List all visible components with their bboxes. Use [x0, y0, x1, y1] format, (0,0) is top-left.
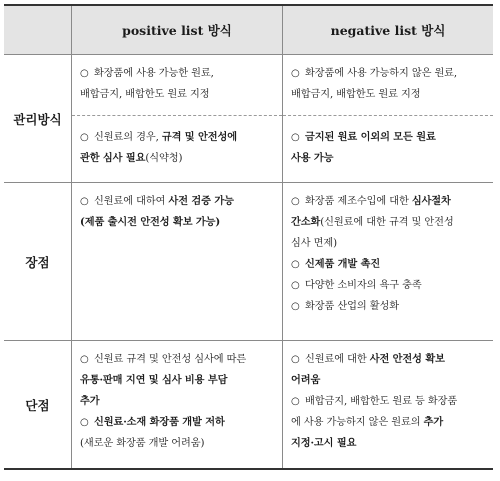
demerits-positive-cell: ○ 신원료 규격 및 안전성 심사에 따른 유통·판매 지연 및 심사 비용 부담 추가 ○ 신원료·소재 화장품 개발 저하 (새로운 화장품 개발 어려움): [71, 341, 282, 468]
bullet-icon: ○: [291, 354, 300, 365]
merits-positive-cell: ○ 신원료에 대하여 사전 검증 가능 (제품 출시전 안전성 확보 가능): [71, 183, 282, 340]
bullet-icon: ○: [80, 196, 89, 207]
bullet-icon: ○: [291, 280, 300, 291]
bullet-icon: ○: [291, 301, 300, 312]
table-row-merits: [4, 182, 493, 340]
management-positive-item-a: ○ 화장품에 사용 가능한 원료, 배합금지, 배합한도 원료 지정: [72, 55, 282, 115]
bullet-icon: ○: [291, 132, 300, 143]
management-positive-cell: [71, 55, 282, 182]
bullet-icon: ○: [80, 68, 89, 79]
comparison-table: [4, 4, 493, 470]
management-positive-item-b: ○ 신원료의 경우, 규격 및 안전성에 관한 심사 필요(식약청): [72, 115, 282, 182]
management-negative-item-a: ○ 화장품에 사용 가능하지 않은 원료, 배합금지, 배합한도 원료 지정: [283, 55, 493, 115]
bullet-icon: ○: [291, 196, 300, 207]
merits-negative-cell: ○ 화장품 제조수입에 대한 심사절차 간소화(신원료에 대한 규격 및 안전성 심사 면제) ○ 신제품 개발 촉진 ○ 다양한 소비자의 욕구 충족 ○ 화장품 산업의 활성화: [282, 183, 493, 340]
management-negative-item-b: ○ 금지된 원료 이외의 모든 원료 사용 가능: [283, 115, 493, 182]
table-header-row: [4, 6, 493, 54]
table-row-management: [4, 54, 493, 182]
demerits-negative-cell: ○ 신원료에 대한 사전 안전성 확보 어려움 ○ 배합금지, 배합한도 원료 등 화장품 에 사용 가능하지 않은 원료의 추가 지정·고시 필요: [282, 341, 493, 468]
header-negative-list: negative list 방식: [282, 6, 493, 54]
bullet-icon: ○: [291, 396, 300, 407]
row-label-management: 관리방식: [13, 111, 62, 127]
bullet-icon: ○: [80, 132, 89, 143]
bullet-icon: ○: [80, 417, 89, 428]
bullet-icon: ○: [291, 259, 300, 270]
bullet-icon: ○: [80, 354, 89, 365]
bullet-icon: ○: [291, 68, 300, 79]
table-row-demerits: [4, 340, 493, 468]
row-label-merits: 장점: [25, 254, 50, 270]
header-empty-cell: [4, 6, 71, 54]
management-negative-cell: [282, 55, 493, 182]
row-label-demerits: 단점: [25, 397, 50, 413]
header-positive-list: positive list 방식: [71, 6, 282, 54]
